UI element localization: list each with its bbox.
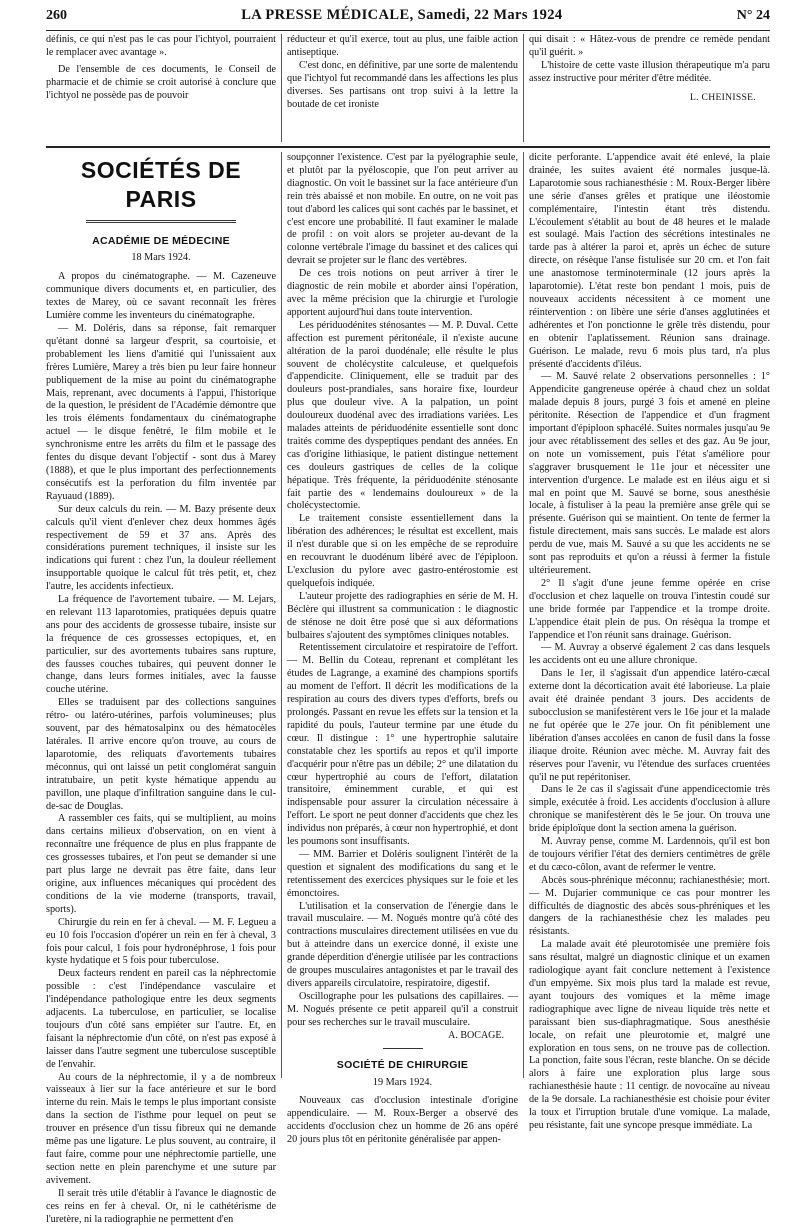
article-paragraph: — M. Auvray a observé également 2 cas dans lesquels les accidents ont eu une allure chronique. (529, 642, 770, 667)
top-column-1 (46, 34, 276, 142)
article-paragraph: Retentissement circulatoire et respiratoire de l'effort. — M. Bellin du Coteau, reprenant et complétant les études de Lagrange, a examiné des champions sportifs au moment de l'effort. Il décrit les modifications de la respiration au cours des divers types d'efforts, brefs ou prolongés. Passant en revue les effets sur la tension et la rapidité du pouls, l'auteur termine par une étude du cœur. Il distingue : 1° une hypertrophie salutaire constatable chez les sportifs au repos et qu'il importe d'acquérir pour n'être pas un débile; 2° une dilatation du cœur hypertrophié au cours de l'effort, dilatation transitoire, éminemment curable, et qui est indispensable pour assurer la circulation nécessaire à l'effort. Le sport ne peut donner d'accidents que chez les individus non préparés, à cœur non hypertrophié, et dont les poumons sont insuffisants. (287, 642, 518, 848)
article-paragraph: L'utilisation et la conservation de l'énergie dans le travail musculaire. — M. Nogués montre qu'à côté des contractions musculaires directement utilisées en vue du but à atteindre dans un exercice donné, il existe une grande déperdition d'énergie utilisée par les contractions de groupes musculaires antagonistes et par le travail des divers appareils circulatoire, respiratoire, digestif. (287, 900, 518, 989)
article-paragraph: Deux facteurs rendent en pareil cas la néphrectomie possible : c'est l'indépendance vasculaire et l'indépendance pathologique entre les deux segments adjacents. La tuberculose, en particulier, se localise toujours d'un côté sans empiéter sur l'autre. Et, en faisant la néphrectomie d'un côté, on n'est pas exposé à laisser dans l'autre segment une tuberculose susceptible de l'envahir. (46, 968, 276, 1070)
top-column-2 (287, 34, 518, 142)
top-paragraph: réducteur et qu'il exerce, tout au plus, une faible action antiseptique. (287, 34, 518, 58)
article-paragraph: — MM. Barrier et Doléris soulignent l'intérêt de la question et signalent des modifications du sang et le retentissement des exercices physiques sur le foie et les émonctoires. (287, 848, 518, 899)
academy-date: 18 Mars 1924. (131, 252, 191, 264)
academy-heading: ACADÉMIE DE MÉDECINE (92, 235, 230, 248)
article-paragraph: Au cours de la néphrectomie, il y a de nombreux vaisseaux à lier sur la face antérieure et sur le bord interne du rein. Mais le temps le plus important consiste dans la section de l'isthme pour lequel on peut se trouver en présence d'un tissu fibreux qui ne demande même pas une ligature. Le plus souvent, au contraire, il faut faire, comme pour une néphrectomie partielle, une section nette en plein parenchyme et une suture par avivement. (46, 1071, 276, 1186)
section-rule (46, 146, 770, 148)
page-header (46, 7, 770, 29)
issue-number: N° 24 (736, 8, 770, 23)
article-paragraph: A rassembler ces faits, qui se multiplient, au moins dans certains milieux d'observation, on en vient à reconnaître une fréquence de plus en plus frappante de ces grossesses tubaires, et l'on peut se demander si une part plus large ne devrait pas être faite, dans leur origine, aux influences mécaniques qui procèdent des conditions de la vie moderne (transports, travail, sports). (46, 813, 276, 915)
article-paragraph: Les périduodénites sténosantes — M. P. Duval. Cette affection est purement péritonéale, il n'existe aucune altération de la paroi duodénale; elle résulte le plus souvent de cholécystite calculeuse, et quelquefois d'appendicite. Cliniquement, elle se traduit par des douleurs post-prandiales, sans horaire fixe, lourdeur plus que douleur vive. A la palpation, un point douloureux duodénal avec des irradiations variées. Les malades atteints de périduodénite essentielle sont donc traités comme des dyspeptiques pendant des années. En cas d'origine lithiasique, le patient distingue nettement ces douleurs gastriques de celles de la colique hépatique. Très fréquente, la périduodénite sténosante fait partie des « lendemains douloureux » de la cholécystectomie. (287, 319, 518, 512)
journal-title: LA PRESSE MÉDICALE, Samedi, 22 Mars 1924 (241, 7, 563, 23)
column-divider (281, 152, 282, 1078)
column-divider (523, 152, 524, 1078)
article-paragraph: Nouveaux cas d'occlusion intestinale d'origine appendiculaire. — M. Roux-Berger a observé des accidents d'occlusion chez un homme de 26 ans opéré 20 jours plus tôt en péritonite généralisée par appen- (287, 1095, 518, 1146)
article-paragraph: — M. Doléris, dans sa réponse, fait remarquer qu'étant donné sa largeur d'esprit, sa courtoisie, et probablement les liens d'amitié qui l'unissaient aux frères Lumière, Marey a très bien pu leur faire honneur publiquement de la mise au point du cinématographe Mais, reprenant, avec documents à l'appui, l'historique de la question, le président de l'Académie démontre que les trois éléments fondamentaux du cinématographe actuel — le disque fenêtré, le film mobile et le synchronisme entre les arrêts du film et le passage des fentes du disque devant l'objectif - sont dus à Marey (1888), et que le plus important des perfectionnements consécutifs est la perforation du film inventée par Rayuaud (1889). (46, 323, 276, 502)
surgery-heading: SOCIÉTÉ DE CHIRURGIE (336, 1059, 469, 1072)
article-paragraph: La malade avait été pleurotomisée une première fois sans résultat, malgré un diagnostic clinique et un examen radiologique ayant fait conclure nettement à l'existence d'un empyème. Six mois plus tard la malade est revue, ayant toujours des vomiques et la même image radiographique avec ligne de niveau liquide très nette et paraissant bien sus-diaphragmatique. Sous anesthésie locale, on refait une pleurotomie et, malgré une exploration en tous sens, on ne trouve pas de collection. La ponction, faite sous l'écran, reste blanche. On se décide alors à faire une exploration plus large sous rachianesthésie haute : 11 centigr. de novocaïne au niveau de la 9e dorsale. La rachianesthésie est choisie pour éviter la toux et l'irruption brutale d'une vomique. La malade, peu résistante, fait une syncope presque immédiate. La (529, 939, 770, 1131)
article-paragraph: — M. Sauvé relate 2 observations personnelles : 1° Appendicite gangreneuse opérée à chaud chez un soldat malade depuis 8 jours, purgé 3 fois et amené en pleine péritonite. Résection de l'appendice et d'un fragment important d'épiploon sphacélé. Suites normales jusqu'au 9e jour avec rétablissement des selles et des gaz. Au 9e jour, on note un vomissement, puis l'état s'améliore pour s'aggraver brusquement le 11e jour et nécessiter une intervention d'urgence. Le malade est en iléus aigu et si mal en point que M. Sauvé se borne, sous anesthésie locale, à fistuliser à la peau la première anse grêle qui se présente. Guérison qui se maintient. On tente de fermer la fistule directement, mais sans succès. Le malade est alors perdu de vue, mais M. Sauvé a su que les accidents ne se sont pas reproduits et qu'on a réussi à fermer la fistule ultérieurement. (529, 371, 770, 576)
article-paragraph: Abcès sous-phrénique méconnu; rachianesthésie; mort. — M. Dujarier communique ce cas pour montrer les difficultés de diagnostic des abcès sous-phréniques et les dangers de la rachianesthésie chez les malades peu résistants. (529, 874, 770, 938)
top-paragraph: De l'ensemble de ces documents, le Conseil de pharmacie et de chimie se croit autorisé à conclure que l'ichtyol ne possède pas de pouvoir (46, 63, 276, 101)
article-paragraph: La fréquence de l'avortement tubaire. — M. Lejars, en relevant 113 laparotomies, pratiquées depuis quatre ans pour des accidents de grossesse tubaire, insiste sur la fréquence de ces grossesses ectopiques, et, en particulier, sur des avortements tubaires sans rupture, des fausses couches tubaires, qui peuvent donner le change, dans leurs formes initiales, avec la fausse couche utérine. (46, 594, 276, 696)
article-paragraph: soupçonner l'existence. C'est par la pyélographie seule, et plutôt par la pyéloscopie, que l'on peut arriver au diagnostic. On voit le bassinet sur la face antérieure d'un rein très abaissé et non mobile. En outre, on ne voit pas tout d'abord les calices qui sont cachés par le bassinet, et c'est encore une probabilité. Il faut examiner le malade de profil : on voit alors se projeter au-devant de la colonne vertébrale l'image du bassinet et des calices qui devrait se projeter sur le flanc des vertèbres. (287, 152, 518, 267)
page-number: 260 (46, 8, 67, 23)
top-paragraph: C'est donc, en définitive, par une sorte de malentendu que l'ichtyol fut recommandé dans les affections les plus diverses. Ses partisans ont trop suivi à la lettre la boutade de cet ironiste (287, 59, 518, 110)
column-2 (287, 152, 518, 1146)
top-paragraph: définis, ce qui n'est pas le cas pour l'ichtyol, pourraient le remplacer avec avantage ». (46, 34, 276, 58)
section-title: SOCIÉTÉS DE PARIS (80, 157, 242, 213)
column-divider (523, 34, 524, 142)
top-paragraph: L'histoire de cette vaste illusion thérapeutique m'a paru assez instructive pour mériter d'être méditée. (529, 59, 770, 84)
article-paragraph: Oscillographe pour les pulsations des capillaires. — M. Nogués présente ce petit appareil qu'il a construit pour ses recherches sur le travail musculaire. (287, 990, 518, 1028)
column-divider (281, 34, 282, 142)
article-paragraph: Sur deux calculs du rein. — M. Bazy présente deux calculs qu'il vient d'enlever chez deux hommes âgés respectivement de 59 et 37 ans. Après des considérations purement techniques, il insiste sur les indications qui furent : chez l'un, la douleur réellement insupportable quoique le calcul fût très petit, et, chez l'autre, les accidents infectieux. (46, 503, 276, 593)
top-paragraph: qui disait : « Hâtez-vous de prendre ce remède pendant qu'il guérit. » (529, 34, 770, 58)
column-1 (46, 152, 276, 1225)
article-paragraph: M. Auvray pense, comme M. Lardennois, qu'il est bon de toujours vérifier l'état des derniers centimètres de grêle et du cæco-côlon, avant de refermer le ventre. (529, 836, 770, 873)
article-paragraph: Chirurgie du rein en fer à cheval. — M. F. Legueu a eu 10 fois l'occasion d'opérer un rein en fer à cheval, 3 fois pour calcul, 1 fois pour hydronéphrose, 1 fois pour kyste hydatique et 5 fois pour tuberculose. (46, 916, 276, 967)
article-paragraph: L'auteur projette des radiographies en série de M. H. Béclère qui illustrent sa communication : le diagnostic de sténose ne doit être posé que si aux déformations bulbaires s'ajoutent des symptômes cliniques notables. (287, 590, 518, 641)
article-paragraph: Elles se traduisent par des collections sanguines rétro- ou latéro-utérines, parfois volumineuses; plus souvent, par des hématosalpinx ou des hématocèles latérales. Il arrive encore qu'on trouve, au cours de laparotomie, des reliquats d'avortements tubaires méconnus, qui ont laissé un petit conglomérat sanguin intratubaire, un petit kyste hématique appendu au pavillon, une plaque d'infiltration sanguine dans le cul-de-sac de Douglas. (46, 697, 276, 812)
article-paragraph: De ces trois notions on peut arriver à tirer le diagnostic de rein mobile et aborder ainsi l'opération, avec la même précision que la chirurgie et l'urologie apportent aujourd'hui dans toute intervention. (287, 268, 518, 318)
article-paragraph: Il serait très utile d'établir à l'avance le diagnostic de ces reins en fer à cheval. Or, ni le cathétérisme de l'uretère, ni la radiographie ne permettent d'en (46, 1187, 276, 1225)
signature: A. BOCAGE. (448, 1029, 504, 1041)
article-paragraph: dicite perforante. L'appendice avait été enlevé, la plaie drainée, les suites avaient été normales jusque-là. Laparotomie sous rachianesthésie : M. Roux-Berger libère une série d'anses grêles et pratique une iléostomie complémentaire, l'intestin étant très distendu. L'écoulement s'établit au bout de 48 heures et le malade est soulagé. Mais l'action des sécrétions intestinales ne tarde pas à altérer la paroi et, après un échec de suture directe, on résèque l'anse fistulisée sur 20 cm. et l'on fait une anastomose terminoterminale (12 jours après la laparotomie). L'état reste bon pendant 1 mois, puis de nouveaux accidents nécessitent à ce moment une réintervention : on libère une série d'anses agglutinées et adhérentes et l'on ponctionne le grêle très distendu, pour en obtenir l'aplatissement. Réunion sans drainage. Guérison. Le malade, revu 6 mois plus tard, n'a plus présenté d'accidents d'iléus. (529, 152, 770, 370)
article-paragraph: 2° Il s'agit d'une jeune femme opérée en crise d'occlusion et chez laquelle on trouva l'intestin coudé sur une bride formée par l'appendice et la trompe droite. L'appendice était plein de pus. On résèqua la trompe et l'appendice et l'on réunit sans drainage. Guérison. (529, 577, 770, 641)
article-paragraph: Dans le 1er, il s'agissait d'un appendice latéro-cæcal externe dont la décortication avait été laborieuse. La plaie avait été drainée pendant 3 jours. Des accidents de subocclusion se manifestèrent vers le 16e jour et la malade ne fut opérée que le 27e jour. On fit péniblement une libération d'anses accolées en canon de fusil dans la fosse iliaque droite. Réunion avec mèche. M. Auvray fait des réserves pour l'avenir, vu l'étendue des surfaces cruentées qu'il ne put repéritoniser. (529, 668, 770, 783)
column-3 (529, 152, 770, 1131)
top-column-3 (529, 34, 770, 146)
article-paragraph: Le traitement consiste essentiellement dans la libération des adhérences; le résultat est excellent, mais il n'est durable que si on les empêche de se reproduire en recouvrant le duodénum libéré avec de l'épiploon. L'exclusion du pylore avec gastro-entérostomie est quelquefois indiquée. (287, 513, 518, 589)
header-rule (46, 30, 770, 31)
title-rule (86, 220, 236, 225)
signature: L. CHEINISSE. (690, 91, 756, 103)
divider-rule (383, 1048, 423, 1049)
article-paragraph: A propos du cinématographe. — M. Cazeneuve communique divers documents et, en particulier, des textes de Marey, où ce savant reconnaît les frères Lumière comme les inventeurs du cinématographe. (46, 271, 276, 322)
surgery-date: 19 Mars 1924. (372, 1076, 433, 1088)
article-paragraph: Dans le 2e cas il s'agissait d'une appendicectomie très simple, exécutée à froid. Les accidents d'occlusion à allure chronique se manifestèrent dès le 5e jour. On trouva une bride épiploïque dont la section amena la guérison. (529, 784, 770, 835)
